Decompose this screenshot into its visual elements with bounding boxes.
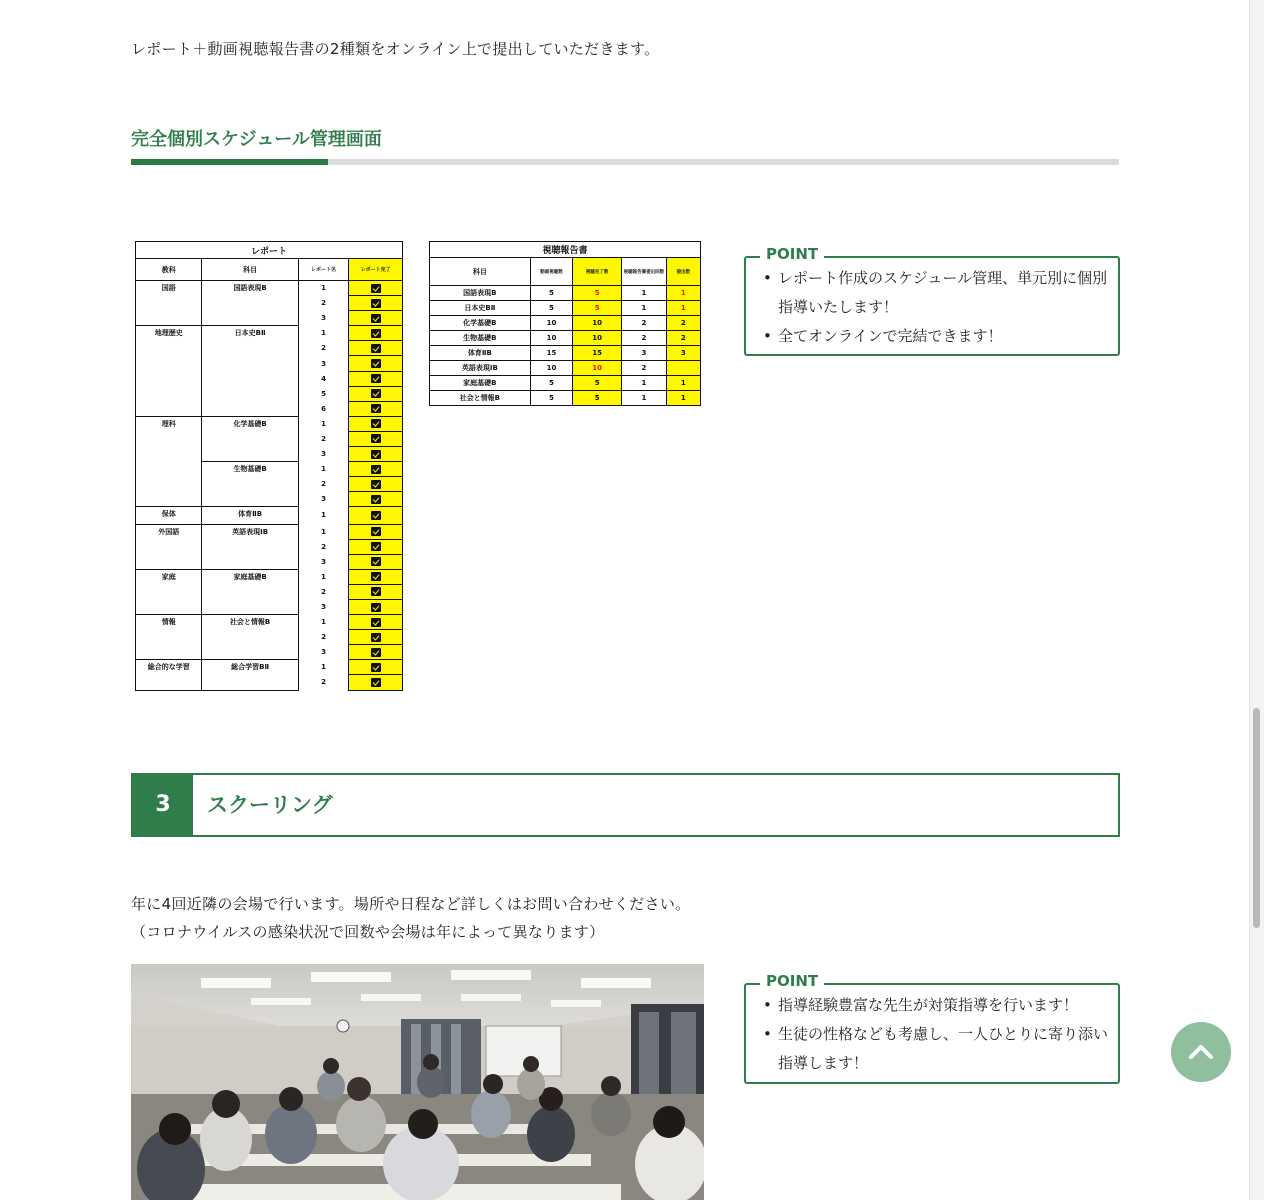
report-complete-cell <box>349 356 403 371</box>
schooling-desc-line: 年に4回近隣の会場で行います。場所や日程など詳しくはお問い合わせください。 <box>131 895 691 913</box>
report-number-cell: 1 <box>298 416 349 431</box>
viewing-subject-cell: 日本史BⅡ <box>430 301 531 316</box>
report-complete-cell <box>349 326 403 341</box>
viewing-completed-cell: 10 <box>573 331 622 346</box>
table-row <box>136 326 403 341</box>
report-table-body <box>136 281 403 691</box>
table-row <box>430 361 701 376</box>
table-row <box>430 391 701 406</box>
subject-area-cell: 保体 <box>136 507 202 524</box>
checkbox-checked-icon <box>371 527 381 536</box>
checkbox-checked-icon <box>371 542 381 551</box>
col-header: レポート名 <box>298 259 349 281</box>
col-header: 視聴完了数 <box>573 258 622 286</box>
report-number-cell: 6 <box>298 401 349 416</box>
subject-cell: 国語表現B <box>202 281 298 326</box>
subject-area-cell: 理科 <box>136 416 202 507</box>
report-complete-cell <box>349 416 403 431</box>
checkbox-checked-icon <box>371 663 381 672</box>
viewing-reports-cell: 1 <box>622 301 667 316</box>
report-complete-cell <box>349 615 403 630</box>
viewing-subject-cell: 化学基礎B <box>430 316 531 331</box>
viewing-subject-cell: 家庭基礎B <box>430 376 531 391</box>
report-complete-cell <box>349 554 403 569</box>
subject-cell: 英語表現ⅠB <box>202 524 298 569</box>
checkbox-checked-icon <box>371 648 381 657</box>
table-row <box>136 615 403 630</box>
viewing-completed-cell: 5 <box>573 391 622 406</box>
report-number-cell: 3 <box>298 554 349 569</box>
subject-cell: 生物基礎B <box>202 462 298 507</box>
viewing-reports-cell: 1 <box>622 391 667 406</box>
point-item: • 生徒の性格なども考慮し、一人ひとりに寄り添い指導します！ <box>746 1020 1118 1078</box>
viewing-reports-cell: 3 <box>622 346 667 361</box>
point-label: POINT <box>760 972 824 990</box>
viewing-submitted-cell: 1 <box>666 376 700 391</box>
viewing-submitted-cell: 2 <box>666 331 700 346</box>
viewing-reports-cell: 1 <box>622 376 667 391</box>
report-number-cell: 5 <box>298 386 349 401</box>
col-header: 視聴報告書提出回数 <box>622 258 667 286</box>
report-number-cell: 2 <box>298 341 349 356</box>
point-box-schedule <box>744 245 1120 356</box>
subject-cell: 化学基礎B <box>202 416 298 461</box>
point-item: • 全てオンラインで完結できます！ <box>746 322 1118 351</box>
viewing-reports-cell: 2 <box>622 331 667 346</box>
report-complete-cell <box>349 599 403 614</box>
viewing-completed-cell: 5 <box>573 286 622 301</box>
checkbox-checked-icon <box>371 314 381 323</box>
checkbox-checked-icon <box>371 329 381 338</box>
report-complete-cell <box>349 645 403 660</box>
viewing-completed-cell: 5 <box>573 376 622 391</box>
checkbox-checked-icon <box>371 419 381 428</box>
report-complete-cell <box>349 660 403 675</box>
checkbox-checked-icon <box>371 374 381 383</box>
report-complete-cell <box>349 539 403 554</box>
report-number-cell: 4 <box>298 371 349 386</box>
table-row <box>430 376 701 391</box>
report-complete-cell <box>349 281 403 296</box>
checkbox-checked-icon <box>371 633 381 642</box>
subject-cell: 総合学習BⅡ <box>202 660 298 690</box>
viewing-reports-cell: 2 <box>622 361 667 376</box>
checkbox-checked-icon <box>371 587 381 596</box>
checkbox-checked-icon <box>371 344 381 353</box>
subject-area-cell: 総合的な学習 <box>136 660 202 690</box>
report-number-cell: 2 <box>298 630 349 645</box>
viewing-completed-cell: 10 <box>573 316 622 331</box>
report-number-cell: 2 <box>298 431 349 446</box>
report-complete-cell <box>349 371 403 386</box>
viewing-subject-cell: 社会と情報B <box>430 391 531 406</box>
report-number-cell: 3 <box>298 645 349 660</box>
report-number-cell: 2 <box>298 296 349 311</box>
col-header: 教科 <box>136 259 202 281</box>
viewing-submitted-cell: 3 <box>666 346 700 361</box>
checkbox-checked-icon <box>371 434 381 443</box>
checkbox-checked-icon <box>371 480 381 489</box>
viewing-table <box>429 241 701 406</box>
report-complete-cell <box>349 296 403 311</box>
subject-area-cell: 情報 <box>136 615 202 660</box>
viewing-submitted-cell: 1 <box>666 391 700 406</box>
viewing-videos-cell: 5 <box>530 376 573 391</box>
report-complete-cell <box>349 341 403 356</box>
viewing-completed-cell: 5 <box>573 301 622 316</box>
report-complete-cell <box>349 477 403 492</box>
checkbox-checked-icon <box>371 618 381 627</box>
checkbox-checked-icon <box>371 450 381 459</box>
col-header: 提出数 <box>666 258 700 286</box>
report-number-cell: 3 <box>298 356 349 371</box>
report-number-cell: 2 <box>298 477 349 492</box>
viewing-subject-cell: 国語表現B <box>430 286 531 301</box>
report-complete-cell <box>349 630 403 645</box>
table-row <box>430 286 701 301</box>
viewing-submitted-cell: 1 <box>666 301 700 316</box>
report-number-cell: 1 <box>298 462 349 477</box>
checkbox-checked-icon <box>371 465 381 474</box>
section-title-underline <box>131 159 1119 165</box>
step-number: 3 <box>133 775 193 835</box>
table-row <box>430 346 701 361</box>
report-number-cell: 1 <box>298 507 349 524</box>
section-title-underline-accent <box>131 159 328 165</box>
viewing-submitted-cell: 2 <box>666 316 700 331</box>
scroll-to-top-button[interactable] <box>1171 1022 1231 1082</box>
schooling-classroom-photo <box>131 964 704 1200</box>
report-complete-cell <box>349 311 403 326</box>
viewing-videos-cell: 10 <box>530 361 573 376</box>
chevron-up-icon <box>1186 1037 1216 1067</box>
viewing-videos-cell: 10 <box>530 331 573 346</box>
step-heading <box>131 773 1120 837</box>
col-header: レポート完了 <box>349 259 403 281</box>
table-row <box>136 507 403 524</box>
table-row <box>136 660 403 675</box>
subject-area-cell: 家庭 <box>136 569 202 614</box>
report-number-cell: 1 <box>298 569 349 584</box>
checkbox-checked-icon <box>371 404 381 413</box>
viewing-completed-cell: 15 <box>573 346 622 361</box>
checkbox-checked-icon <box>371 359 381 368</box>
report-complete-cell <box>349 447 403 462</box>
report-complete-cell <box>349 584 403 599</box>
intro-text: レポート＋動画視聴報告書の2種類をオンライン上で提出していただきます。 <box>131 40 660 58</box>
report-complete-cell <box>349 507 403 524</box>
viewing-reports-cell: 2 <box>622 316 667 331</box>
table-row <box>136 281 403 296</box>
report-complete-cell <box>349 524 403 539</box>
viewing-subject-cell: 英語表現ⅠB <box>430 361 531 376</box>
checkbox-checked-icon <box>371 511 381 520</box>
table-row <box>430 316 701 331</box>
report-table-title: レポート <box>136 242 403 259</box>
viewing-table-title: 視聴報告書 <box>430 242 701 258</box>
viewing-videos-cell: 5 <box>530 391 573 406</box>
checkbox-checked-icon <box>371 557 381 566</box>
report-number-cell: 1 <box>298 281 349 296</box>
report-complete-cell <box>349 401 403 416</box>
subject-cell: 日本史BⅡ <box>202 326 298 417</box>
viewing-submitted-cell <box>666 361 700 376</box>
checkbox-checked-icon <box>371 495 381 504</box>
report-number-cell: 3 <box>298 311 349 326</box>
viewing-submitted-cell: 1 <box>666 286 700 301</box>
table-row <box>136 524 403 539</box>
viewing-subject-cell: 体育ⅡB <box>430 346 531 361</box>
report-complete-cell <box>349 431 403 446</box>
report-complete-cell <box>349 462 403 477</box>
report-complete-cell <box>349 675 403 690</box>
col-header: 科目 <box>430 258 531 286</box>
step-title: スクーリング <box>207 793 333 817</box>
subject-cell: 家庭基礎B <box>202 569 298 614</box>
col-header: 科目 <box>202 259 298 281</box>
col-header: 動画視聴数 <box>530 258 573 286</box>
viewing-videos-cell: 5 <box>530 286 573 301</box>
point-label: POINT <box>760 245 824 263</box>
point-item: • 指導経験豊富な先生が対策指導を行います！ <box>746 991 1118 1020</box>
subject-area-cell: 外国語 <box>136 524 202 569</box>
report-number-cell: 2 <box>298 675 349 690</box>
viewing-table-body <box>430 286 701 406</box>
report-table <box>135 241 403 691</box>
checkbox-checked-icon <box>371 299 381 308</box>
report-number-cell: 3 <box>298 599 349 614</box>
viewing-reports-cell: 1 <box>622 286 667 301</box>
report-number-cell: 1 <box>298 326 349 341</box>
report-number-cell: 1 <box>298 660 349 675</box>
checkbox-checked-icon <box>371 603 381 612</box>
viewing-videos-cell: 15 <box>530 346 573 361</box>
report-number-cell: 3 <box>298 447 349 462</box>
report-number-cell: 1 <box>298 524 349 539</box>
report-number-cell: 3 <box>298 492 349 507</box>
scrollbar-thumb[interactable] <box>1253 708 1260 928</box>
point-box-schooling <box>744 972 1120 1084</box>
page-scrollbar[interactable] <box>1249 0 1264 1200</box>
report-number-cell: 2 <box>298 584 349 599</box>
report-complete-cell <box>349 492 403 507</box>
section-title: 完全個別スケジュール管理画面 <box>131 129 382 150</box>
report-number-cell: 1 <box>298 615 349 630</box>
subject-cell: 社会と情報B <box>202 615 298 660</box>
point-list <box>746 985 1118 1078</box>
report-complete-cell <box>349 569 403 584</box>
report-number-cell: 2 <box>298 539 349 554</box>
checkbox-checked-icon <box>371 678 381 687</box>
schooling-desc-line: （コロナウイルスの感染状況で回数や会場は年によって異なります） <box>131 923 605 941</box>
subject-area-cell: 国語 <box>136 281 202 326</box>
subject-area-cell: 地理歴史 <box>136 326 202 417</box>
table-row <box>136 416 403 431</box>
checkbox-checked-icon <box>371 284 381 293</box>
checkbox-checked-icon <box>371 389 381 398</box>
point-list <box>746 258 1118 351</box>
viewing-completed-cell: 10 <box>573 361 622 376</box>
schooling-description <box>131 890 690 946</box>
viewing-videos-cell: 5 <box>530 301 573 316</box>
point-item: • レポート作成のスケジュール管理、単元別に個別指導いたします！ <box>746 264 1118 322</box>
subject-cell: 体育ⅡB <box>202 507 298 524</box>
table-row <box>136 569 403 584</box>
table-row <box>430 331 701 346</box>
report-complete-cell <box>349 386 403 401</box>
table-row <box>430 301 701 316</box>
checkbox-checked-icon <box>371 572 381 581</box>
viewing-videos-cell: 10 <box>530 316 573 331</box>
viewing-subject-cell: 生物基礎B <box>430 331 531 346</box>
